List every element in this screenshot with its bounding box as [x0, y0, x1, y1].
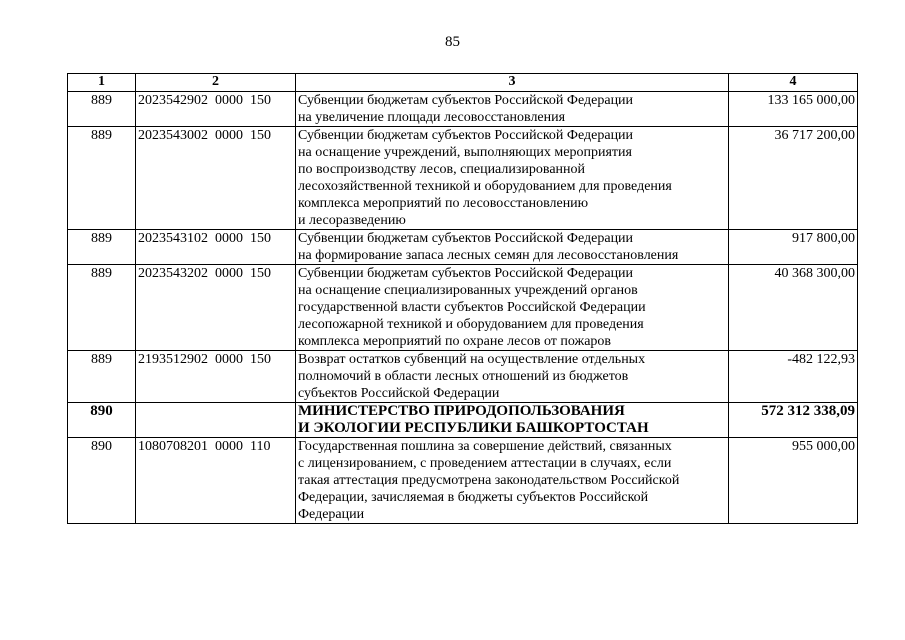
- budget-code-cell: 2023543002 0000 150: [136, 127, 296, 230]
- amount-cell: 917 800,00: [729, 230, 858, 265]
- header-col-1: 1: [68, 74, 136, 92]
- table-row: [68, 403, 858, 438]
- header-col-2: 2: [136, 74, 296, 92]
- table-row: [68, 92, 858, 127]
- table-header-row: [68, 74, 858, 92]
- table-row: [68, 230, 858, 265]
- header-col-3: 3: [296, 74, 729, 92]
- budget-code-cell: [136, 403, 296, 438]
- budget-code-cell: 2023543102 0000 150: [136, 230, 296, 265]
- budget-code-cell: 2193512902 0000 150: [136, 351, 296, 403]
- admin-code-cell: 889: [68, 265, 136, 351]
- budget-code-cell: 1080708201 0000 110: [136, 438, 296, 524]
- amount-cell: -482 122,93: [729, 351, 858, 403]
- admin-code-cell: 889: [68, 351, 136, 403]
- budget-table: [67, 73, 858, 524]
- description-cell: МИНИСТЕРСТВО ПРИРОДОПОЛЬЗОВАНИЯ И ЭКОЛОГИИ РЕСПУБЛИКИ БАШКОРТОСТАН: [296, 403, 729, 438]
- page-number: 85: [445, 34, 460, 50]
- admin-code-cell: 890: [68, 403, 136, 438]
- amount-cell: 133 165 000,00: [729, 92, 858, 127]
- description-cell: Субвенции бюджетам субъектов Российской Федерации на формирование запаса лесных семян для лесовосстановления: [296, 230, 729, 265]
- table-row: [68, 265, 858, 351]
- table-row: [68, 127, 858, 230]
- amount-cell: 40 368 300,00: [729, 265, 858, 351]
- amount-cell: 36 717 200,00: [729, 127, 858, 230]
- table-row: [68, 351, 858, 403]
- admin-code-cell: 889: [68, 230, 136, 265]
- amount-cell: 572 312 338,09: [729, 403, 858, 438]
- amount-cell: 955 000,00: [729, 438, 858, 524]
- description-cell: Государственная пошлина за совершение действий, связанных с лицензированием, с проведением аттестации в случаях, если такая аттестация предусмотрена законодательством Российской Федерации, зачисляемая в бюджеты субъектов Российской Федерации: [296, 438, 729, 524]
- budget-code-cell: 2023543202 0000 150: [136, 265, 296, 351]
- description-cell: Субвенции бюджетам субъектов Российской Федерации на оснащение учреждений, выполняющих мероприятия по воспроизводству лесов, специализированной лесохозяйственной техникой и оборудованием для проведения комплекса мероприятий по лесовосстановлению и лесоразведению: [296, 127, 729, 230]
- admin-code-cell: 890: [68, 438, 136, 524]
- admin-code-cell: 889: [68, 92, 136, 127]
- admin-code-cell: 889: [68, 127, 136, 230]
- description-cell: Субвенции бюджетам субъектов Российской Федерации на оснащение специализированных учреждений органов государственной власти субъектов Российской Федерации лесопожарной техникой и оборудованием для проведения комплекса мероприятий по охране лесов от пожаров: [296, 265, 729, 351]
- description-cell: Субвенции бюджетам субъектов Российской Федерации на увеличение площади лесовосстановления: [296, 92, 729, 127]
- budget-code-cell: 2023542902 0000 150: [136, 92, 296, 127]
- table-body: [68, 92, 858, 524]
- description-cell: Возврат остатков субвенций на осуществление отдельных полномочий в области лесных отношений из бюджетов субъектов Российской Федерации: [296, 351, 729, 403]
- table-row: [68, 438, 858, 524]
- header-col-4: 4: [729, 74, 858, 92]
